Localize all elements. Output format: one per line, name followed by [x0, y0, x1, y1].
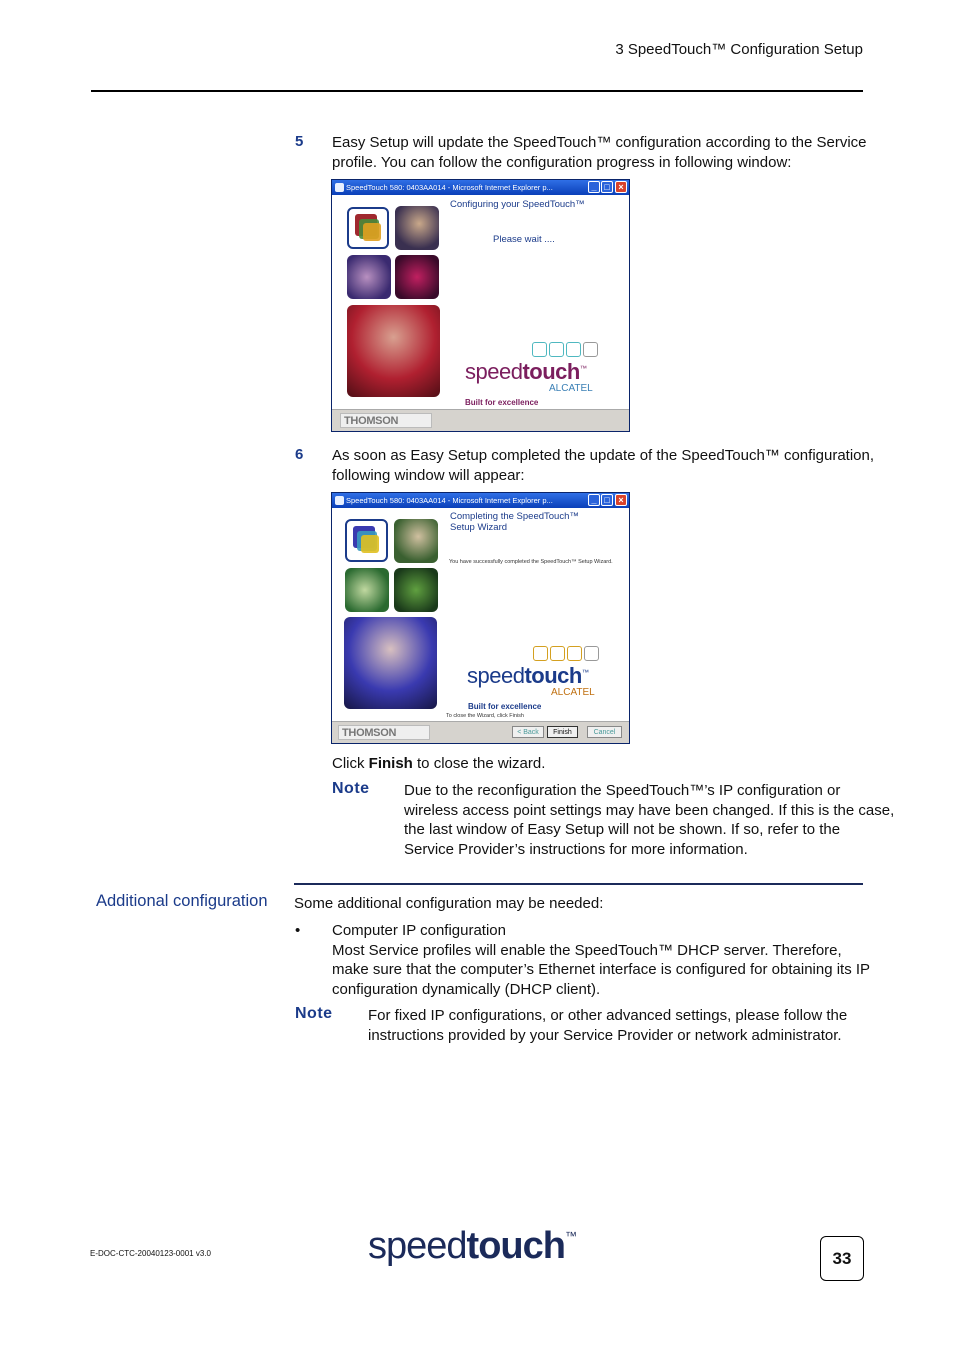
speedtouch-logo: speedtouch™ [368, 1225, 576, 1267]
brand-sub: ALCATEL [551, 687, 595, 698]
brand-square-icon [584, 646, 599, 661]
cancel-button: Cancel [587, 726, 622, 738]
window-content [332, 195, 629, 431]
window-titlebar [332, 180, 629, 195]
wizard-message: You have successfully completed the SpeedTouch™ Setup Wizard. [449, 559, 613, 565]
section-intro: Some additional configuration may be needed: [294, 895, 604, 912]
section-rule [294, 883, 863, 885]
ie-icon [335, 183, 344, 192]
note-1-text [404, 781, 894, 859]
man-photo [344, 617, 437, 709]
window-content [332, 508, 629, 722]
step-6-text [332, 446, 874, 485]
brand-square-icon [566, 342, 581, 357]
brand-square-icon [550, 646, 565, 661]
wizard-heading-line: Setup Wizard [450, 522, 508, 533]
note-1-line: wireless access point settings may have been changed. If this is the case, [404, 801, 895, 819]
child-photo [395, 206, 439, 250]
note-label: Note [295, 1005, 333, 1022]
section-title: Additional configuration [96, 892, 268, 910]
note-2-line: For fixed IP configurations, or other advanced settings, please follow the [368, 1007, 848, 1024]
step-5-line: Easy Setup will update the SpeedTouch™ configuration according to the Service [332, 134, 867, 151]
header-rule [91, 90, 863, 92]
wizard-message: Please wait .... [493, 234, 555, 245]
brand-tagline: Built for excellence [468, 702, 542, 711]
brand-square-icon [549, 342, 564, 357]
window-title: SpeedTouch 580: 0403AA014 - Microsoft Internet Explorer p... [346, 496, 553, 505]
texture-photo [395, 255, 439, 299]
bullet-line: make sure that the computer’s Ethernet interface is configured for obtaining its IP [332, 961, 871, 978]
finish-button: Finish [547, 726, 578, 738]
bullet-line: Most Service profiles will enable the SpeedTouch™ DHCP server. Therefore, [332, 941, 842, 959]
wizard-heading: Configuring your SpeedTouch™ [450, 199, 585, 210]
window-footer [332, 721, 629, 743]
thomson-logo: THOMSON [338, 725, 430, 740]
window-title: SpeedTouch 580: 0403AA014 - Microsoft Internet Explorer p... [346, 183, 553, 192]
window-titlebar [332, 493, 629, 508]
click-finish-text: Click Finish to close the wizard. [332, 755, 546, 772]
step-number-5: 5 [295, 133, 304, 150]
configuring-window-screenshot [331, 179, 630, 432]
bullet-content [332, 921, 870, 999]
step-5-text [332, 133, 867, 172]
step-6-line: As soon as Easy Setup completed the update of the SpeedTouch™ configuration, [332, 447, 875, 464]
close-hint: To close the Wizard, click Finish [446, 713, 524, 719]
brand-square-icon [533, 646, 548, 661]
logo-tile-icon [345, 519, 388, 562]
note-2-line: instructions provided by your Service Provider or network administrator. [368, 1026, 842, 1044]
note-1-line: Service Provider’s instructions for more information. [404, 840, 748, 858]
note-2-text [368, 1006, 847, 1045]
step-5-line: profile. You can follow the configuration progress in following window: [332, 153, 792, 171]
bullet-icon: • [295, 922, 301, 939]
window-footer [332, 409, 629, 431]
note-1-line: the last window of Easy Setup will not be shown. If so, refer to the [404, 821, 841, 838]
maximize-icon: □ [601, 494, 613, 506]
step-6-line: following window will appear: [332, 466, 525, 484]
child-photo [394, 519, 438, 563]
brand-tagline: Built for excellence [465, 398, 539, 407]
brand-sub: ALCATEL [549, 383, 593, 394]
ie-icon [335, 496, 344, 505]
minimize-icon: _ [588, 494, 600, 506]
close-icon: × [615, 494, 627, 506]
brand-square-icon [567, 646, 582, 661]
running-header: 3 SpeedTouch™ Configuration Setup [615, 41, 863, 58]
logo-tile-icon [347, 207, 389, 249]
note-1-line: Due to the reconfiguration the SpeedTouch™’s IP configuration or [404, 782, 841, 799]
woman-photo [347, 255, 391, 299]
wizard-heading-line: Completing the SpeedTouch™ [450, 511, 579, 522]
thomson-logo: THOMSON [340, 413, 432, 428]
texture-photo [394, 568, 438, 612]
step-number-6: 6 [295, 446, 304, 463]
close-icon: × [615, 181, 627, 193]
maximize-icon: □ [601, 181, 613, 193]
brand-square-icon [583, 342, 598, 357]
document-id: E-DOC-CTC-20040123-0001 v3.0 [90, 1249, 211, 1258]
note-label: Note [332, 780, 370, 797]
back-button: < Back [512, 726, 544, 738]
wizard-heading [450, 511, 579, 533]
minimize-icon: _ [588, 181, 600, 193]
bullet-title: Computer IP configuration [332, 922, 506, 939]
brand-square-icon [532, 342, 547, 357]
brand-wordmark: speedtouch™ [465, 359, 587, 384]
bullet-line: configuration dynamically (DHCP client). [332, 980, 601, 998]
woman-photo [345, 568, 389, 612]
page-number: 33 [820, 1236, 864, 1281]
completing-window-screenshot [331, 492, 630, 744]
brand-wordmark: speedtouch™ [467, 663, 589, 688]
man-photo [347, 305, 440, 397]
